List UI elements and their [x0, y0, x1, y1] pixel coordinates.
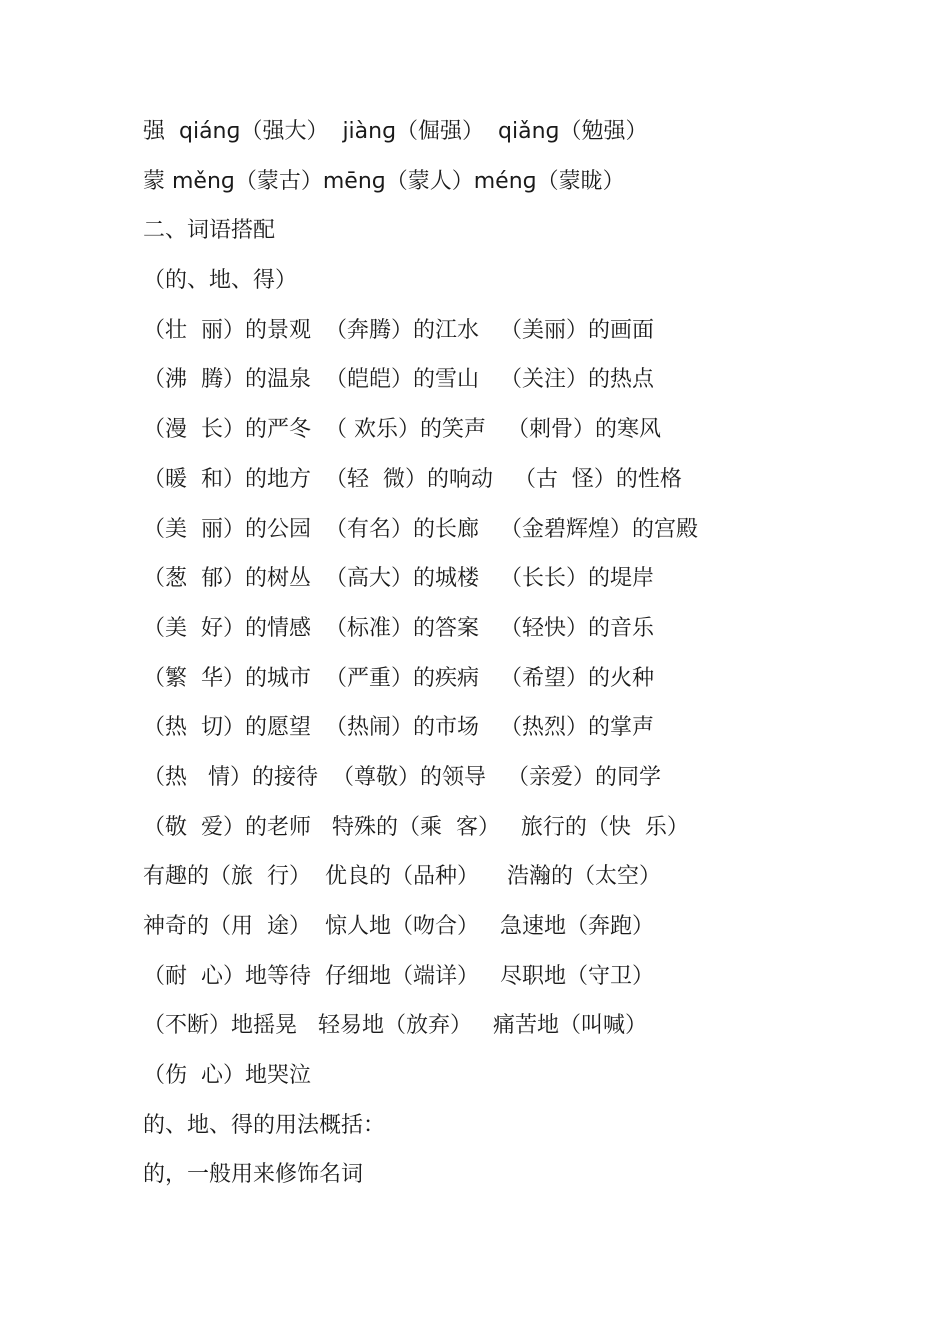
pronunciation-line-meng: 蒙 měnɡ（蒙古）mēnɡ（蒙人）ménɡ（蒙眬）: [143, 168, 625, 194]
pronunciation-line-qiang: 强 qiánɡ（强大） jiànɡ（倔强） qiǎnɡ（勉强）: [143, 119, 648, 144]
collocation-line: （繁 华）的城市 （严重）的疾病 （希望）的火种: [143, 665, 654, 691]
collocation-line: （葱 郁）的树丛 （高大）的城楼 （长长）的堤岸: [143, 566, 654, 592]
collocation-line: 有趣的（旅 行） 优良的（品种） 浩瀚的（太空）: [143, 864, 661, 890]
collocation-line: （沸 腾）的温泉 （皑皑）的雪山 （关注）的热点: [143, 367, 654, 393]
collocation-line: （伤 心）地哭泣: [143, 1063, 311, 1089]
collocation-line: （不断）地摇晃 轻易地（放弃） 痛苦地（叫喊）: [143, 1013, 647, 1039]
collocation-line: （美 好）的情感 （标准）的答案 （轻快）的音乐: [143, 615, 654, 641]
document-body: [143, 107, 903, 1200]
usage-summary-heading: 的、地、得的用法概括：: [143, 1112, 386, 1138]
section-heading-word-collocation: 二、词语搭配: [143, 218, 276, 244]
usage-rule-de: 的，一般用来修饰名词: [143, 1162, 364, 1188]
collocation-line: （敬 爱）的老师 特殊的（乘 客） 旅行的（快 乐）: [143, 814, 689, 840]
collocation-line: （美 丽）的公园 （有名）的长廊 （金碧辉煌）的宫殿: [143, 516, 698, 542]
collocation-line: （壮 丽）的景观 （奔腾）的江水 （美丽）的画面: [143, 317, 654, 343]
collocation-line: （热 切）的愿望 （热闹）的市场 （热烈）的掌声: [143, 715, 654, 741]
subheading-de-di-de: （的、地、得）: [143, 268, 298, 294]
collocation-line: （热 情）的接待 （尊敬）的领导 （亲爱）的同学: [143, 764, 661, 790]
collocation-line: （暖 和）的地方 （轻 微）的响动 （古 怪）的性格: [143, 466, 682, 492]
collocation-line: （耐 心）地等待 仔细地（端详） 尽职地（守卫）: [143, 963, 654, 989]
collocation-line: （漫 长）的严冬 （ 欢乐）的笑声 （刺骨）的寒风: [143, 417, 661, 443]
collocation-line: 神奇的（用 途） 惊人地（吻合） 急速地（奔跑）: [143, 914, 654, 939]
